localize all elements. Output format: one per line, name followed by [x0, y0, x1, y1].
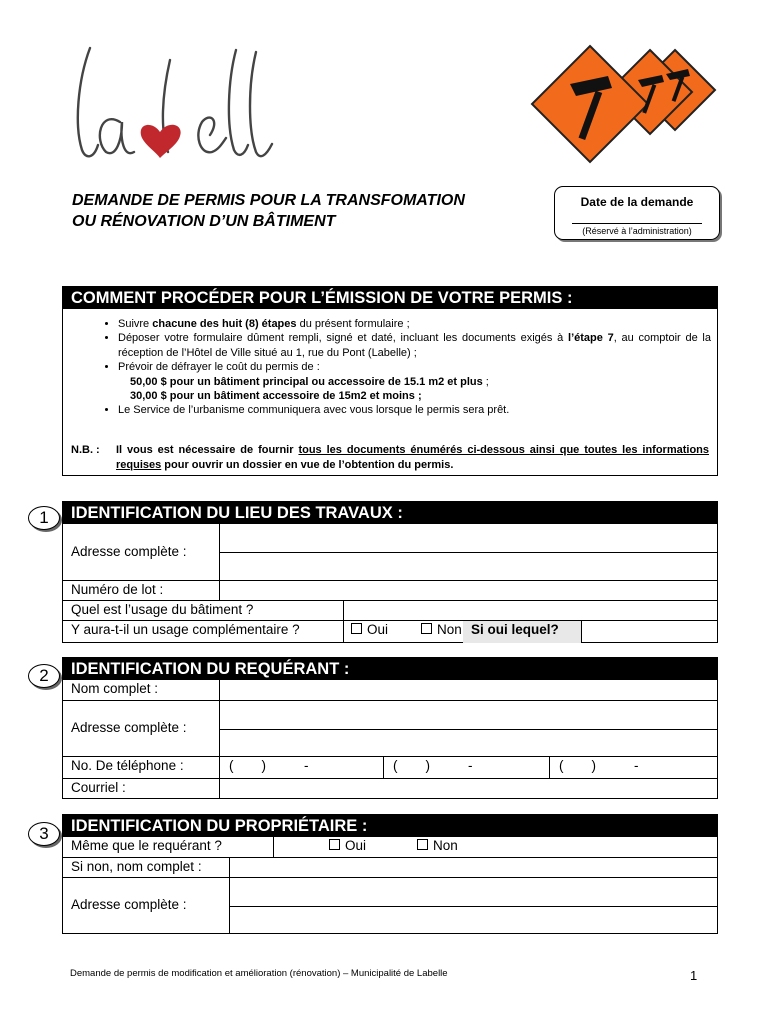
labelle-logo [60, 40, 290, 170]
list-item: • Déposer votre formulaire dûment rempli, signé et daté, incluant les documents exigés à l’étape 7, au comptoir de la réception de l’Hôtel de Ville situé au 1, rue du Pont (Labelle) ; [118, 331, 717, 360]
requester-address-label: Adresse complète : [71, 720, 187, 735]
phone-field-1[interactable]: ( ) - [229, 758, 309, 773]
name-label: Nom complet : [71, 681, 159, 696]
list-item: • Le Service de l’urbanisme communiquera avec vous lorsque le permis sera prêt. [118, 403, 717, 417]
section-3-header: IDENTIFICATION DU PROPRIÉTAIRE : [63, 815, 717, 837]
comp-usage-non-checkbox[interactable]: Non [413, 621, 463, 643]
checkbox-icon[interactable] [421, 623, 432, 634]
usage-field[interactable] [343, 601, 717, 621]
phone-field-2[interactable]: ( ) - [393, 758, 473, 773]
phone-field-3[interactable]: ( ) - [559, 758, 639, 773]
section-1-header: IDENTIFICATION DU LIEU DES TRAVAUX : [63, 502, 717, 524]
name-field[interactable] [219, 680, 717, 700]
procedure-section [62, 286, 718, 476]
si-oui-label: Si oui lequel? [463, 621, 581, 643]
owner-name-label: Si non, nom complet : [71, 859, 202, 874]
construction-signs-icon [530, 42, 720, 182]
procedure-list [63, 317, 717, 418]
email-field[interactable] [219, 779, 717, 799]
step-1-badge: 1 [28, 506, 60, 530]
footer-text: Demande de permis de modification et amélioration (rénovation) – Municipalité de Labelle [70, 968, 448, 979]
title-line-1: DEMANDE DE PERMIS POUR LA TRANSFOMATION [72, 192, 465, 209]
lot-field[interactable] [219, 581, 717, 601]
owner-address-label: Adresse complète : [71, 897, 187, 912]
step-2-badge: 2 [28, 664, 60, 688]
lot-label: Numéro de lot : [71, 582, 164, 597]
email-label: Courriel : [71, 780, 126, 795]
comp-usage-oui-checkbox[interactable]: Oui [343, 621, 413, 643]
page-number: 1 [690, 968, 698, 983]
same-oui-checkbox[interactable]: Oui [321, 837, 401, 857]
section-1-form [62, 501, 718, 643]
step-3-badge: 3 [28, 822, 60, 846]
owner-name-field[interactable] [229, 858, 717, 878]
document-title [72, 190, 465, 232]
phone-label: No. De téléphone : [71, 758, 184, 773]
same-label: Même que le requérant ? [71, 838, 222, 853]
reserved-note: (Réservé à l’administration) [582, 226, 692, 236]
comp-usage-label: Y aura-t-il un usage complémentaire ? [71, 622, 300, 637]
address-label: Adresse complète : [71, 544, 187, 559]
checkbox-icon[interactable] [351, 623, 362, 634]
date-label: Date de la demande [580, 195, 694, 209]
section-2-form [62, 657, 718, 799]
checkbox-icon[interactable] [329, 839, 340, 850]
procedure-header: COMMENT PROCÉDER POUR L’ÉMISSION DE VOTRE PERMIS : [63, 287, 717, 309]
checkbox-icon[interactable] [417, 839, 428, 850]
list-item: • Prévoir de défrayer le coût du permis de : 50,00 $ pour un bâtiment principal ou accessoire de 15.1 m2 et plus ; 30,00 $ pour un bâtiment accessoire de 15m2 et moins ; [118, 360, 717, 403]
date-line[interactable] [572, 223, 702, 224]
usage-label: Quel est l’usage du bâtiment ? [71, 602, 254, 617]
section-2-header: IDENTIFICATION DU REQUÉRANT : [63, 658, 717, 680]
nb-note: N.B. : Il vous est nécessaire de fournir tous les documents énumérés ci-dessous ainsi que toutes les informations requises pour ouvrir un dossier en vue de l’obtention du permis. [71, 444, 709, 471]
same-non-checkbox[interactable]: Non [409, 837, 489, 857]
title-line-2: OU RÉNOVATION D’UN BÂTIMENT [72, 213, 336, 230]
list-item: • Suivre chacune des huit (8) étapes du présent formulaire ; [118, 317, 717, 331]
section-3-form [62, 814, 718, 934]
date-box [554, 186, 720, 240]
